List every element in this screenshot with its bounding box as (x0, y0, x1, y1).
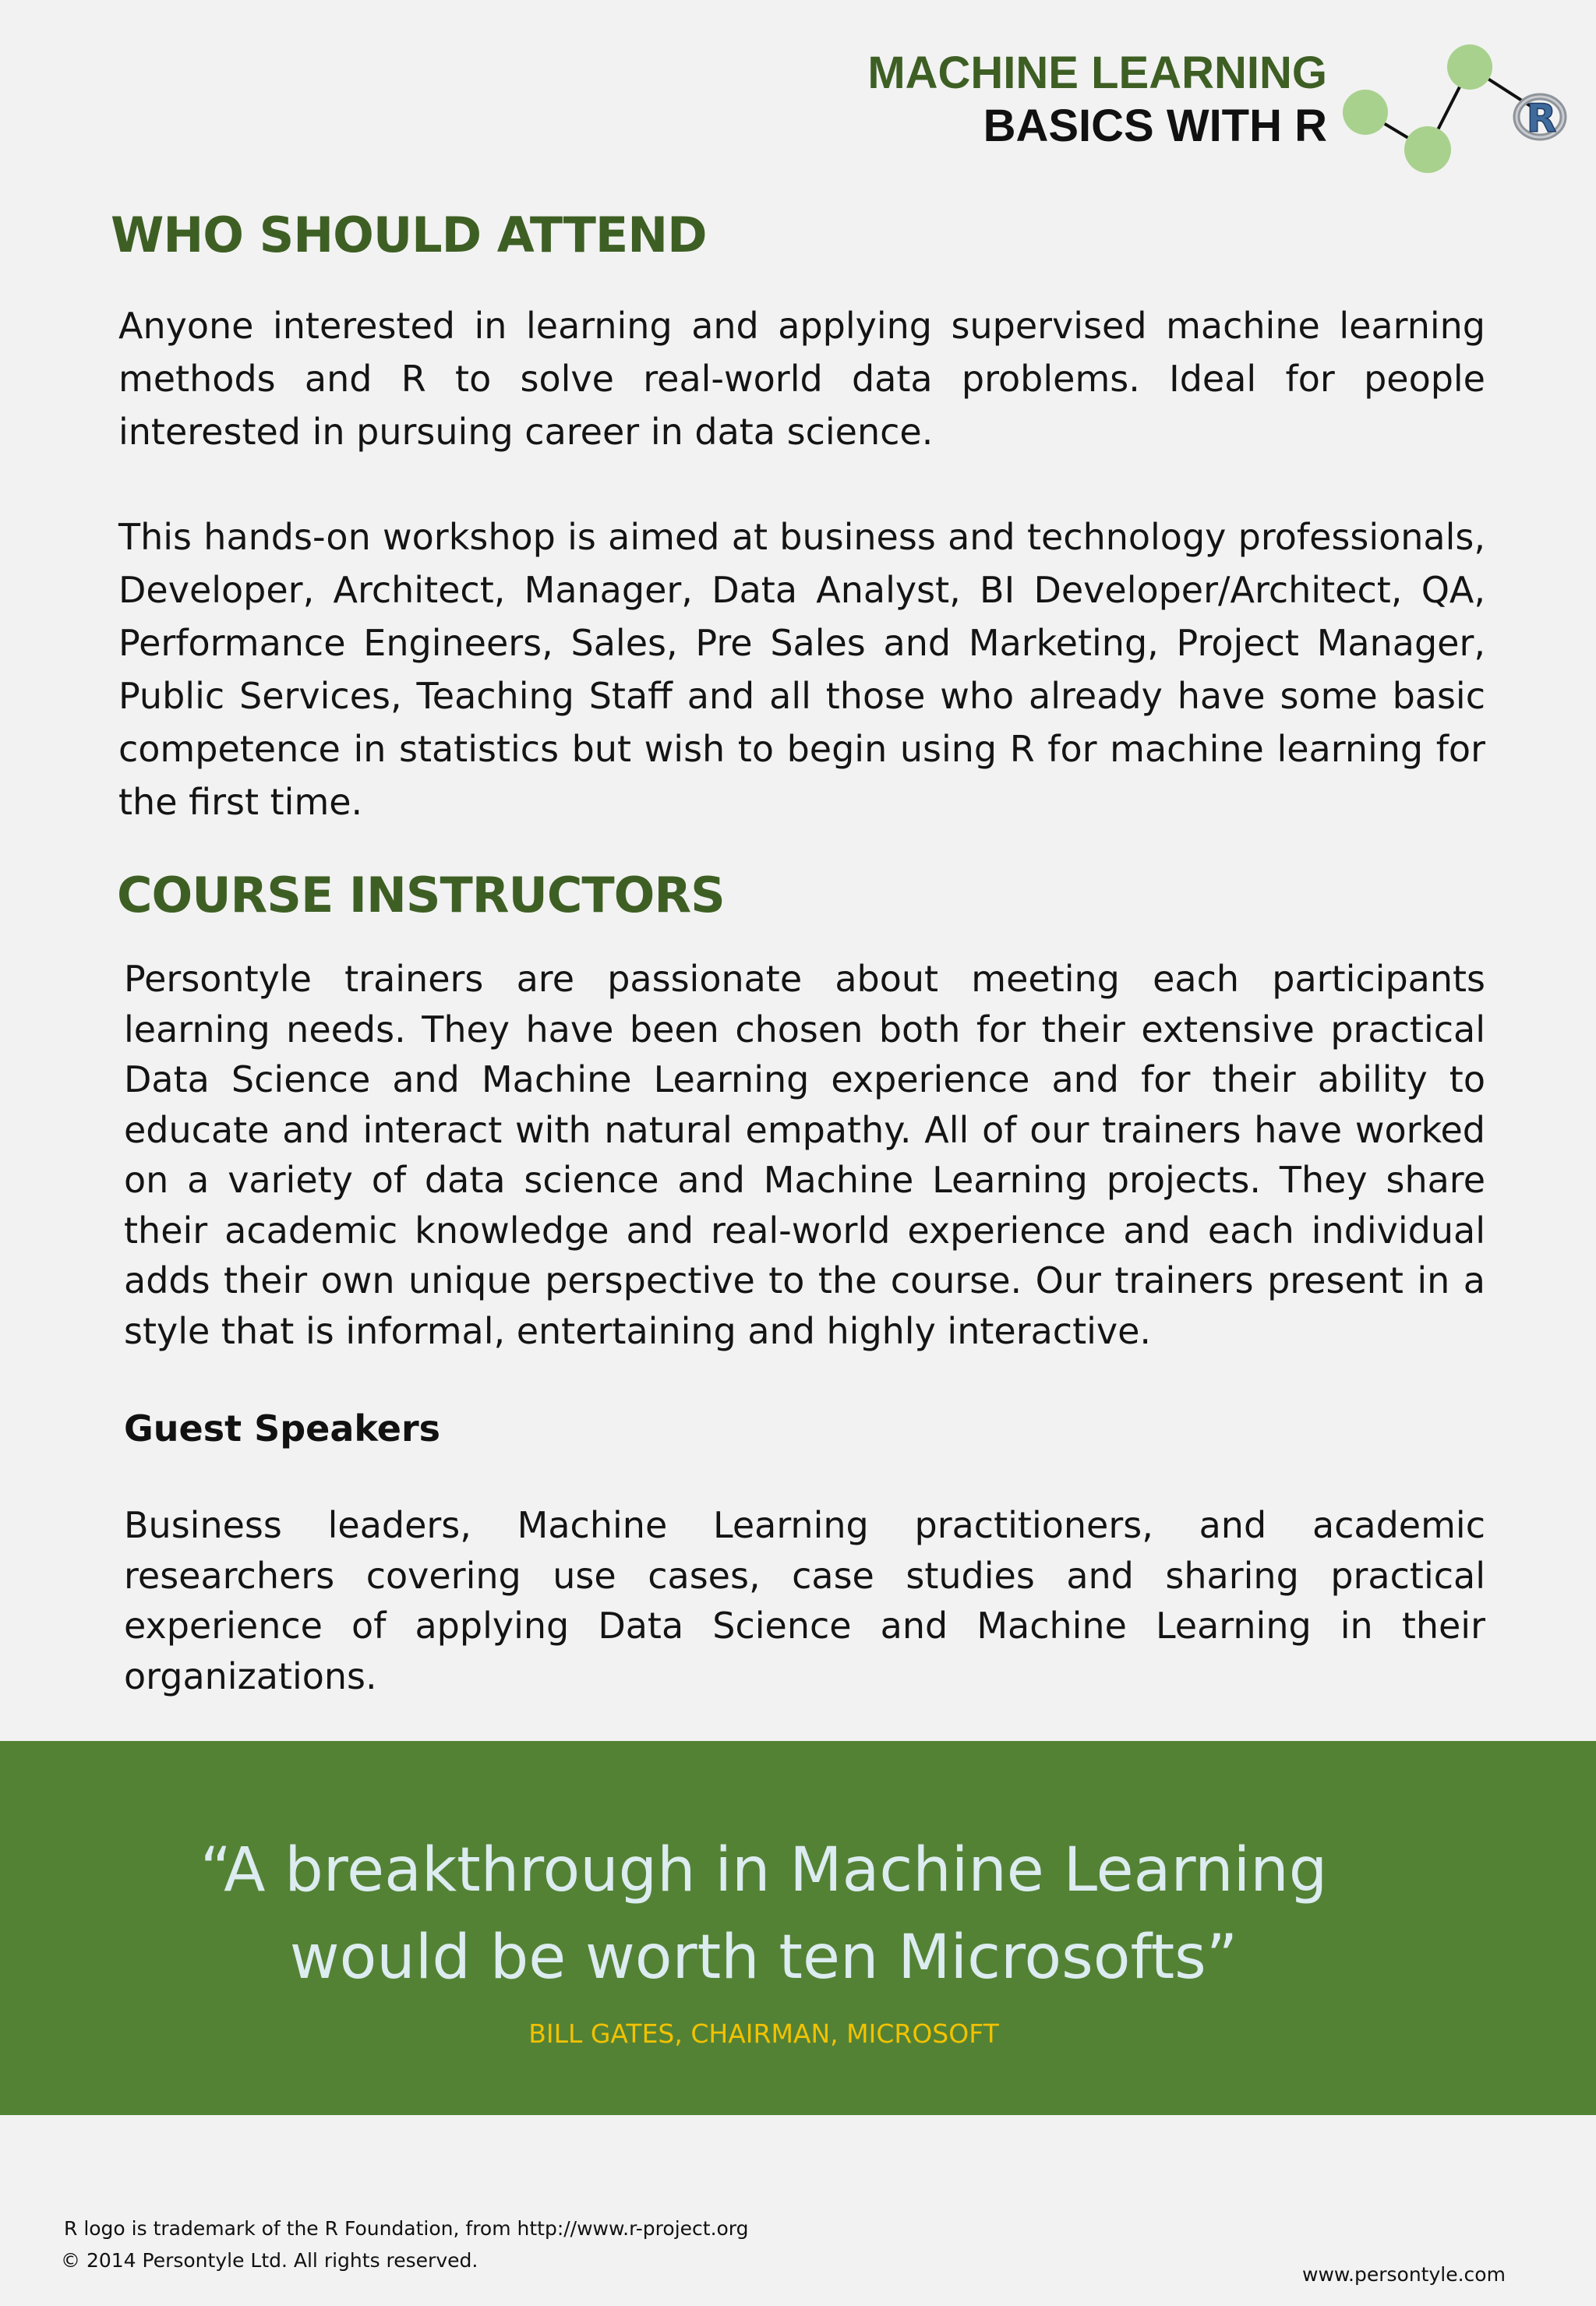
r-logo-icon (1517, 96, 1563, 141)
who-should-attend-paragraph-1: Anyone interested in learning and applying supervised machine learning methods and R to solve real-world data problems. Ideal for people interested in pursuing career in data science. (118, 305, 1485, 453)
title-line-2: BASICS WITH R (983, 101, 1327, 151)
guest-speakers-paragraph: Business leaders, Machine Learning practitioners, and academic researchers covering use cases, case studies and sharing practical experience of applying Data Science and Machine Learning in their organizations. (124, 1504, 1485, 1697)
molecule-r-logo (1325, 31, 1574, 187)
who-should-attend-heading: WHO SHOULD ATTEND (111, 207, 707, 263)
title-line-1: MACHINE LEARNING (867, 48, 1327, 98)
quote-attribution: BILL GATES, CHAIRMAN, MICROSOFT (528, 2018, 999, 2049)
course-instructors-heading: COURSE INSTRUCTORS (117, 867, 725, 923)
quote-text (0, 1827, 1527, 2001)
quote-line-1: “A breakthrough in Machine Learning (200, 1835, 1328, 1905)
node-circle-left (1343, 90, 1388, 135)
svg-text:R: R (1526, 96, 1557, 141)
node-circle-bottom (1404, 126, 1451, 173)
copyright-note: © 2014 Persontyle Ltd. All rights reserved. (61, 2249, 478, 2272)
quote-banner (0, 1741, 1596, 2115)
course-instructors-paragraph: Persontyle trainers are passionate about meeting each participants learning needs. They have been chosen both for their extensive practical Data Science and Machine Learning experience and for their ability to educate and interact with natural empathy. All of our trainers have worked on a variety of data science and Machine Learning projects. They share their academic knowledge and real-world experience and each individual adds their own unique perspective to the course. Our trainers present in a style that is informal, entertaining and highly interactive. (124, 958, 1485, 1352)
header-title (867, 47, 1327, 153)
website-url[interactable]: www.persontyle.com (1302, 2263, 1506, 2286)
who-should-attend-paragraph-2: This hands-on workshop is aimed at business and technology professionals, Developer, Architect, Manager, Data Analyst, BI Developer/Architect, QA, Performance Engineers, Sales, Pre Sales and Marketing, Project Manager, Public Services, Teaching Staff and all those who already have some basic competence in statistics but wish to begin using R for machine learning for the first time. (118, 516, 1485, 823)
guest-speakers-heading: Guest Speakers (124, 1407, 441, 1450)
quote-line-2: would be worth ten Microsofts” (289, 1923, 1238, 1993)
trademark-note: R logo is trademark of the R Foundation, from http://www.r-project.org (64, 2217, 749, 2240)
node-circle-top (1447, 44, 1492, 90)
